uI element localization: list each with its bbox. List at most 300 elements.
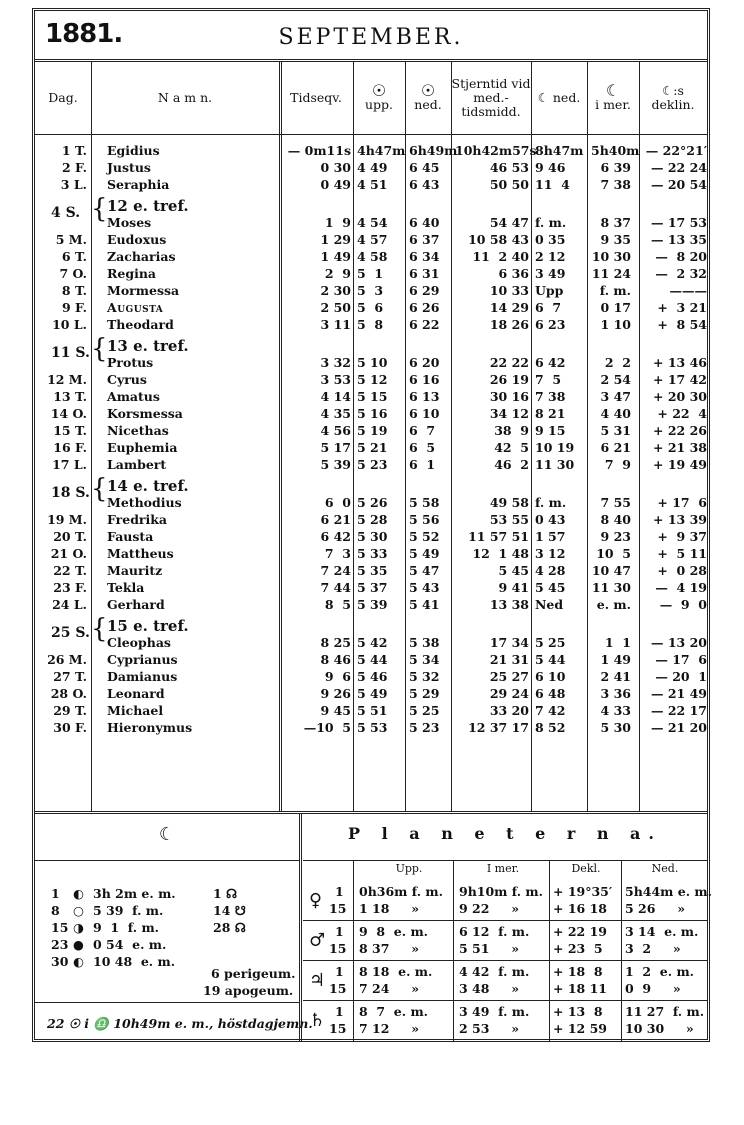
cell-mn: 8h47m — [535, 143, 584, 158]
cell-mn: 7 42 — [535, 703, 566, 718]
col-moon-ned: ☾ ned. — [537, 90, 581, 105]
cell-tid: 3 32 — [320, 355, 351, 370]
table-row — [35, 685, 707, 702]
col-tidseqv: Tidseqv. — [290, 90, 342, 105]
cell-mm: 9 23 — [600, 529, 631, 544]
cell-dag: 3 L. — [60, 177, 87, 192]
planet-mer: 3 48 » — [459, 981, 520, 996]
planet-icon: ♂ — [309, 930, 326, 951]
cell-tid: 9 6 — [324, 669, 351, 684]
cell-tid: 4 35 — [320, 406, 351, 421]
table-row — [35, 354, 707, 371]
page-header — [35, 11, 707, 62]
planet-ned: 5h44m e. m. — [625, 884, 712, 899]
cell-upp: 5 23 — [357, 457, 388, 472]
cell-ned: 6 34 — [409, 249, 440, 264]
cell-upp: 5 19 — [357, 423, 388, 438]
cell-mn: 0 43 — [535, 512, 566, 527]
phase-day: 1 — [51, 886, 60, 901]
cell-name: Nicethas — [107, 423, 169, 438]
cell-ned: 5 47 — [409, 563, 440, 578]
cell-ned: 6 37 — [409, 232, 440, 247]
cell-name: Euphemia — [107, 440, 178, 455]
planet-day: 15 — [329, 1021, 347, 1036]
cell-mn: 8 52 — [535, 720, 566, 735]
cell-ned: 6 10 — [409, 406, 440, 421]
cell-st: 46 53 — [489, 160, 529, 175]
cell-dag: 1 T. — [61, 143, 87, 158]
cell-tid: 4 14 — [320, 389, 351, 404]
head-ned: Ned. — [651, 862, 679, 875]
planet-mer: 5 51 » — [459, 941, 520, 956]
cell-dk: — 22 24 — [651, 160, 707, 175]
cell-mm: 10 47 — [591, 563, 631, 578]
cell-dk: — 21 49 — [651, 686, 707, 701]
cell-st: 49 58 — [489, 495, 529, 510]
cell-mm: 7 9 — [604, 457, 631, 472]
cell-tid: 3 53 — [320, 372, 351, 387]
table-row — [35, 422, 707, 439]
cell-mm: 9 35 — [600, 232, 631, 247]
head-upp: Upp. — [395, 862, 423, 875]
cell-upp: 5 6 — [357, 300, 384, 315]
cell-ned: 6 5 — [409, 440, 436, 455]
cell-name: Theodard — [107, 317, 174, 332]
cell-upp: 5 46 — [357, 669, 388, 684]
cell-dag: 5 M. — [55, 232, 87, 247]
cell-tid: 1 29 — [320, 232, 351, 247]
cell-mm: 11 30 — [591, 580, 631, 595]
brace: { — [91, 614, 108, 644]
planet-ned: 11 27 f. m. — [625, 1004, 705, 1019]
planet-day: 15 — [329, 941, 347, 956]
year-label: 1881. — [45, 19, 123, 49]
cell-name: Gerhard — [107, 597, 165, 612]
planet-ned: 3 2 » — [625, 941, 681, 956]
planet-upp: 0h36m f. m. — [359, 884, 443, 899]
cell-mm: 7 38 — [600, 177, 631, 192]
calendar-table — [35, 62, 707, 811]
cell-tid: 2 50 — [320, 300, 351, 315]
cell-dag: 16 F. — [53, 440, 87, 455]
col-stjerntid: Stjerntid vid med.-tidsmidd. — [451, 76, 531, 119]
perigeum: 6 perigeum. — [211, 966, 296, 981]
cell-dk: — 13 35 — [651, 232, 707, 247]
cell-dk: + 0 28 — [657, 563, 707, 578]
cell-st: 33 20 — [489, 703, 529, 718]
cell-upp: 5 21 — [357, 440, 388, 455]
head-mer: I mer. — [486, 862, 520, 875]
planet-mer: 3 49 f. m. — [459, 1004, 530, 1019]
planet-day: 1 — [335, 924, 344, 939]
cell-name: Egidius — [107, 143, 160, 158]
cell-mm: 10 30 — [591, 249, 631, 264]
table-row — [35, 176, 707, 193]
cell-dk: + 22 26 — [653, 423, 707, 438]
cell-st: 53 55 — [489, 512, 529, 527]
cell-tid: — 0m11s — [287, 143, 351, 158]
table-row — [35, 371, 707, 388]
table-row — [35, 282, 707, 299]
cell-name: Damianus — [107, 669, 178, 684]
cell-mm: 6 39 — [600, 160, 631, 175]
moon-icon: ☾:s — [662, 83, 684, 98]
cell-mn: 6 42 — [535, 355, 566, 370]
phase-day: 30 — [51, 954, 69, 969]
cell-st: 18 26 — [489, 317, 529, 332]
planet-upp: 7 24 » — [359, 981, 420, 996]
planet-upp: 1 18 » — [359, 901, 420, 916]
phase-day: 8 — [51, 903, 60, 918]
col-moon-dekl: ☾:s deklin. — [651, 83, 695, 112]
cell-ned: 6 1 — [409, 457, 436, 472]
cell-dk: — 22°21′ — [645, 143, 707, 158]
sunday-day: 4 S. — [51, 205, 81, 221]
table-row — [35, 562, 707, 579]
week-label: 12 e. tref. — [107, 197, 189, 215]
cell-name: Augusta — [107, 300, 164, 315]
cell-ned: 5 29 — [409, 686, 440, 701]
planet-day: 1 — [335, 1004, 344, 1019]
planet-mer: 6 12 f. m. — [459, 924, 530, 939]
cell-mn: 5 44 — [535, 652, 566, 667]
cell-mn: 8 21 — [535, 406, 566, 421]
planet-ned: 0 9 » — [625, 981, 681, 996]
cell-ned: 6 40 — [409, 215, 440, 230]
cell-upp: 5 37 — [357, 580, 388, 595]
cell-ned: 6 45 — [409, 160, 440, 175]
table-row — [35, 299, 707, 316]
cell-mm: 5 30 — [600, 720, 631, 735]
planet-icon: ♃ — [309, 970, 326, 991]
table-row — [35, 316, 707, 333]
cell-dk: + 13 46 — [653, 355, 707, 370]
cell-dag: 17 L. — [52, 457, 87, 472]
cell-name: Hieronymus — [107, 720, 193, 735]
cell-dk: + 17 42 — [653, 372, 707, 387]
cell-mn: f. m. — [535, 215, 567, 230]
cell-mn: 4 28 — [535, 563, 566, 578]
cell-ned: 5 58 — [409, 495, 440, 510]
cell-mm: 10 5 — [596, 546, 631, 561]
cell-tid: 2 9 — [324, 266, 351, 281]
cell-st: 29 24 — [489, 686, 529, 701]
cell-ned: 5 34 — [409, 652, 440, 667]
week-label: 13 e. tref. — [107, 337, 189, 355]
planet-upp: 8 7 e. m. — [359, 1004, 429, 1019]
table-row — [35, 668, 707, 685]
cell-mn: 3 12 — [535, 546, 566, 561]
cell-dk: — 17 53 — [651, 215, 707, 230]
table-row — [35, 596, 707, 613]
cell-dk: + 21 38 — [653, 440, 707, 455]
cell-ned: 6 31 — [409, 266, 440, 281]
cell-dk: — 13 20 — [651, 635, 707, 650]
cell-dk: + 9 37 — [657, 529, 707, 544]
cell-dag: 6 T. — [61, 249, 87, 264]
moon-phase-icon: ● — [73, 937, 84, 952]
cell-upp: 5 12 — [357, 372, 388, 387]
cell-dag: 14 O. — [50, 406, 87, 421]
cell-dk: — 9 0 — [659, 597, 707, 612]
cell-dk: — 22 17 — [651, 703, 707, 718]
cell-st: 12 1 48 — [472, 546, 529, 561]
cell-ned: 6 7 — [409, 423, 436, 438]
cell-mm: 2 54 — [600, 372, 631, 387]
cell-upp: 5 16 — [357, 406, 388, 421]
table-row — [35, 528, 707, 545]
cell-mn: 0 35 — [535, 232, 566, 247]
planet-upp: 8 18 e. m. — [359, 964, 433, 979]
cell-ned: 5 49 — [409, 546, 440, 561]
table-row — [35, 439, 707, 456]
cell-ned: 5 52 — [409, 529, 440, 544]
cell-mm: 3 47 — [600, 389, 631, 404]
apogeum: 19 apogeum. — [203, 983, 294, 998]
planet-day: 15 — [329, 901, 347, 916]
planet-day: 1 — [335, 884, 344, 899]
cell-mn: 5 45 — [535, 580, 566, 595]
cell-st: 11 57 51 — [468, 529, 529, 544]
cell-upp: 5 51 — [357, 703, 388, 718]
cell-name: Tekla — [107, 580, 145, 595]
cell-name: Korsmessa — [107, 406, 183, 421]
cell-mn: Upp — [535, 283, 564, 298]
cell-dk: + 22 4 — [657, 406, 707, 421]
sun-icon: ☉ — [371, 81, 387, 100]
cell-mn: 9 15 — [535, 423, 566, 438]
moon-phase-icon: ○ — [73, 903, 84, 918]
cell-dk: + 19 49 — [653, 457, 707, 472]
table-row — [35, 719, 707, 736]
cell-st: 17 34 — [489, 635, 529, 650]
col-sun-ned: ☉ ned. — [414, 81, 442, 112]
cell-tid: 3 11 — [320, 317, 351, 332]
cell-ned: 6h49m — [409, 143, 458, 158]
moon-phase-icon: ◐ — [73, 886, 84, 901]
cell-dag: 2 F. — [61, 160, 87, 175]
planet-ned: 10 30 » — [625, 1021, 694, 1036]
cell-dag: 19 M. — [47, 512, 87, 527]
planet-dekl: + 19°35′ — [553, 884, 613, 899]
cell-mn: Ned — [535, 597, 564, 612]
cell-name: Eudoxus — [107, 232, 167, 247]
table-row — [35, 545, 707, 562]
cell-st: 5 45 — [498, 563, 529, 578]
phase-time: 10 48 e. m. — [93, 954, 176, 969]
planet-dekl: + 12 59 — [553, 1021, 607, 1036]
cell-dag: 28 O. — [50, 686, 87, 701]
cell-mm: 2 41 — [600, 669, 631, 684]
table-row — [35, 494, 707, 511]
cell-ned: 5 32 — [409, 669, 440, 684]
col-namn: N a m n. — [157, 90, 213, 105]
cell-mn: 3 49 — [535, 266, 566, 281]
cell-tid: 6 0 — [324, 495, 351, 510]
cell-upp: 4 58 — [357, 249, 388, 264]
cell-ned: 6 26 — [409, 300, 440, 315]
table-row — [35, 265, 707, 282]
cell-upp: 5 39 — [357, 597, 388, 612]
cell-ned: 5 23 — [409, 720, 440, 735]
cell-dag: 24 L. — [52, 597, 87, 612]
brace: { — [91, 334, 108, 364]
cell-upp: 5 1 — [357, 266, 384, 281]
cell-tid: 8 46 — [320, 652, 351, 667]
cell-ned: 6 29 — [409, 283, 440, 298]
cell-dag: 12 M. — [47, 372, 87, 387]
table-row — [35, 388, 707, 405]
cell-name: Justus — [107, 160, 151, 175]
cell-tid: 6 42 — [320, 529, 351, 544]
cell-ned: 5 38 — [409, 635, 440, 650]
cell-ned: 5 43 — [409, 580, 440, 595]
cell-upp: 5 10 — [357, 355, 388, 370]
cell-dag: 30 F. — [53, 720, 87, 735]
planet-dekl: + 23 5 — [553, 941, 603, 956]
planet-mer: 4 42 f. m. — [459, 964, 530, 979]
sunday-day: 18 S. — [51, 485, 90, 501]
cell-dag: 10 L. — [52, 317, 87, 332]
cell-upp: 5 15 — [357, 389, 388, 404]
table-row — [35, 142, 707, 159]
phase-time: 9 1 f. m. — [93, 920, 160, 935]
planet-dekl: + 16 18 — [553, 901, 607, 916]
cell-name: Protus — [107, 355, 154, 370]
cell-st: 9 41 — [498, 580, 529, 595]
cell-dk: — 17 6 — [655, 652, 707, 667]
cell-ned: 5 41 — [409, 597, 440, 612]
cell-upp: 5 49 — [357, 686, 388, 701]
cell-mn: 6 7 — [535, 300, 562, 315]
cell-name: Moses — [107, 215, 152, 230]
cell-upp: 4h47m — [357, 143, 406, 158]
moon-icon: ☾ — [158, 824, 176, 845]
cell-st: 12 37 17 — [468, 720, 529, 735]
cell-mn: 5 25 — [535, 635, 566, 650]
cell-ned: 6 22 — [409, 317, 440, 332]
cell-st: 42 5 — [494, 440, 529, 455]
col-dag: Dag. — [48, 90, 78, 105]
cell-name: Zacharias — [107, 249, 176, 264]
node-entry: 1 ☊ — [213, 886, 238, 901]
week-label: 14 e. tref. — [107, 477, 189, 495]
cell-ned: 5 25 — [409, 703, 440, 718]
cell-mn: 6 10 — [535, 669, 566, 684]
moon-icon: ☾ — [605, 81, 621, 100]
cell-upp: 4 51 — [357, 177, 388, 192]
cell-dag: 22 T. — [53, 563, 87, 578]
node-entry: 28 ☊ — [213, 920, 246, 935]
week-label: 15 e. tref. — [107, 617, 189, 635]
cell-mm: 11 24 — [591, 266, 631, 281]
cell-upp: 5 35 — [357, 563, 388, 578]
planet-upp: 8 37 » — [359, 941, 420, 956]
planet-dekl: + 18 8 — [553, 964, 603, 979]
table-row — [35, 159, 707, 176]
cell-upp: 5 44 — [357, 652, 388, 667]
cell-name: Leonard — [107, 686, 165, 701]
cell-name: Mauritz — [107, 563, 163, 578]
cell-st: 14 29 — [489, 300, 529, 315]
sun-icon: ☉ — [420, 81, 436, 100]
cell-mm: 6 21 — [600, 440, 631, 455]
cell-tid: —10 5 — [303, 720, 351, 735]
cell-dk: — 20 54 — [651, 177, 707, 192]
cell-dk: + 8 54 — [657, 317, 707, 332]
cell-tid: 0 30 — [320, 160, 351, 175]
phase-time: 0 54 e. m. — [93, 937, 167, 952]
cell-mm: f. m. — [599, 283, 631, 298]
cell-mn: 9 46 — [535, 160, 566, 175]
cell-upp: 5 8 — [357, 317, 384, 332]
planet-ned: 3 14 e. m. — [625, 924, 699, 939]
cell-upp: 5 3 — [357, 283, 384, 298]
cell-mm: 8 40 — [600, 512, 631, 527]
cell-tid: 9 26 — [320, 686, 351, 701]
phase-day: 23 — [51, 937, 69, 952]
cell-tid: 5 17 — [320, 440, 351, 455]
cell-mn: 6 23 — [535, 317, 566, 332]
cell-st: 13 38 — [489, 597, 529, 612]
cell-dk: — 20 1 — [655, 669, 707, 684]
cell-st: 21 31 — [489, 652, 529, 667]
cell-upp: 4 49 — [357, 160, 388, 175]
cell-tid: 7 44 — [320, 580, 351, 595]
cell-name: Cyrus — [107, 372, 147, 387]
cell-st: 34 12 — [489, 406, 529, 421]
table-row — [35, 511, 707, 528]
cell-st: 46 2 — [494, 457, 529, 472]
planet-day: 15 — [329, 981, 347, 996]
cell-tid: 1 49 — [320, 249, 351, 264]
cell-dk: — 2 32 — [655, 266, 707, 281]
cell-tid: 5 39 — [320, 457, 351, 472]
cell-upp: 5 42 — [357, 635, 388, 650]
cell-st: 22 22 — [489, 355, 529, 370]
cell-tid: 9 45 — [320, 703, 351, 718]
cell-dk: + 17 6 — [657, 495, 707, 510]
almanac-page — [32, 8, 710, 1042]
planet-ned: 1 2 e. m. — [625, 964, 695, 979]
table-row — [35, 248, 707, 265]
sunday-day: 25 S. — [51, 625, 90, 641]
planet-dekl: + 22 19 — [553, 924, 607, 939]
phase-time: 5 39 f. m. — [93, 903, 164, 918]
cell-dk: + 20 30 — [653, 389, 707, 404]
cell-tid: 7 3 — [324, 546, 351, 561]
cell-mm: 0 17 — [600, 300, 631, 315]
cell-st: 6 36 — [498, 266, 529, 281]
phase-day: 15 — [51, 920, 69, 935]
cell-dag: 29 T. — [53, 703, 87, 718]
planet-dekl: + 18 11 — [553, 981, 607, 996]
cell-dag: 8 T. — [61, 283, 87, 298]
cell-mm: 5 31 — [600, 423, 631, 438]
cell-mm: 8 37 — [600, 215, 631, 230]
cell-upp: 5 26 — [357, 495, 388, 510]
cell-ned: 6 13 — [409, 389, 440, 404]
moon-phase-icon: ◐ — [73, 954, 84, 969]
bottom-section — [35, 811, 712, 1042]
planet-icon: ♀ — [309, 890, 323, 911]
table-row — [35, 214, 707, 231]
planets-title: P l a n e t e r n a. — [348, 824, 662, 843]
cell-name: Amatus — [107, 389, 160, 404]
table-row — [35, 651, 707, 668]
cell-mm: 5h40m — [591, 143, 640, 158]
cell-name: Fredrika — [107, 512, 168, 527]
